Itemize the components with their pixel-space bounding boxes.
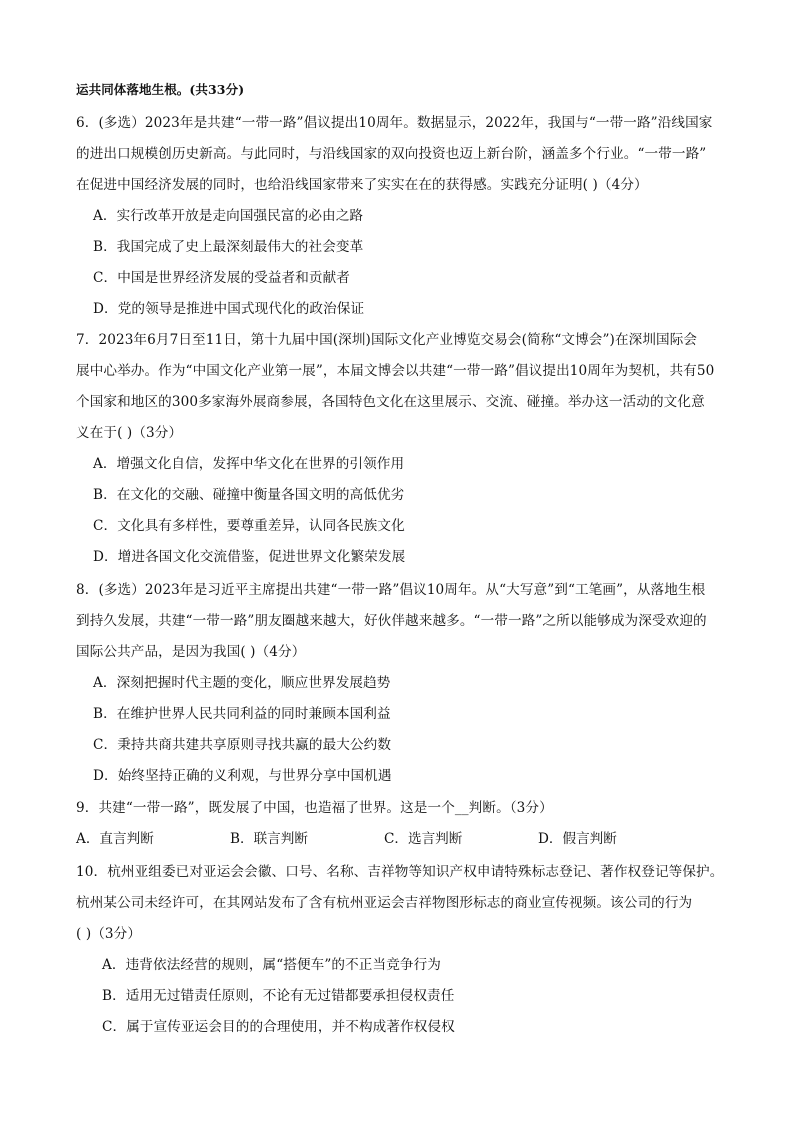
question-8-option-b: B．在维护世界人民共同利益的同时兼顾本国利益	[93, 706, 391, 722]
question-6-option-a: A．实行改革开放是走向国强民富的必由之路	[93, 208, 364, 224]
question-7-option-c: C．文化具有多样性，要尊重差异，认同各民族文化	[93, 518, 405, 534]
question-9-option-d: D．假言判断	[538, 831, 617, 847]
question-6-option-b: B．我国完成了史上最深刻最伟大的社会变革	[93, 239, 364, 255]
question-8-option-a: A．深刻把握时代主题的变化，顺应世界发展趋势	[93, 675, 391, 691]
question-6-stem-line-2: 的进出口规模创历史新高。与此同时，与沿线国家的双向投资也迈上新台阶，涵盖多个行业。“一带一路”	[76, 146, 707, 162]
question-10-option-a: A．违背依法经营的规则，属“搭便车”的不正当竞争行为	[102, 957, 441, 973]
question-9-option-a: A．直言判断	[76, 831, 154, 847]
question-9-option-c: C．选言判断	[384, 831, 463, 847]
question-7-option-d: D．增进各国文化交流借鉴，促进世界文化繁荣发展	[93, 549, 406, 565]
question-9-stem: 9．共建“一带一路”，既发展了中国，也造福了世界。这是一个__判断。（3分）	[76, 800, 553, 816]
question-7-stem-line-3: 个国家和地区的300多家海外展商参展，各国特色文化在这里展示、交流、碰撞。举办这一活动的文化意	[76, 394, 705, 410]
question-9-option-b: B．联言判断	[230, 831, 308, 847]
question-6-stem-line-3: 在促进中国经济发展的同时，也给沿线国家带来了实实在在的获得感。实践充分证明( )（4分）	[76, 177, 648, 193]
question-8-stem-line-2: 到持久发展，共建“一带一路”朋友圈越来越大，好伙伴越来越多。“一带一路”之所以能够成为深受欢迎的	[76, 613, 707, 629]
question-6-option-d: D．党的领导是推进中国式现代化的政治保证	[93, 301, 365, 317]
question-10-option-c: C．属于宣传亚运会目的的合理使用，并不构成著作权侵权	[102, 1019, 455, 1035]
question-8-option-d: D．始终坚持正确的义利观，与世界分享中国机遇	[93, 768, 392, 784]
question-9-options-row	[76, 829, 726, 849]
question-7-stem-line-1: 7．2023年6月7日至11日，第十九届中国(深圳)国际文化产业博览交易会(简称“文博会”)在深圳国际会	[76, 332, 698, 348]
question-7-stem-line-4: 义在于( )（3分）	[76, 425, 183, 441]
question-10-option-b: B．适用无过错责任原则，不论有无过错都要承担侵权责任	[102, 988, 455, 1004]
question-6-stem-line-1: 6．(多选）2023年是共建“一带一路”倡议提出10周年。数据显示，2022年，我国与“一带一路”沿线国家	[76, 115, 713, 131]
question-8-option-c: C．秉持共商共建共享原则寻找共赢的最大公约数	[93, 737, 392, 753]
question-8-stem-line-1: 8．(多选）2023年是习近平主席提出共建“一带一路”倡议10周年。从“大写意”到“工笔画”，从落地生根	[76, 582, 706, 598]
question-10-stem-line-1: 10．杭州亚组委已对亚运会会徽、口号、名称、吉祥物等知识产权申请特殊标志登记、著作权登记等保护。	[76, 864, 724, 880]
question-7-stem-line-2: 展中心举办。作为“中国文化产业第一展”，本届文博会以共建“一带一路”倡议提出10周年为契机，共有50	[76, 363, 715, 379]
question-8-stem-line-3: 国际公共产品，是因为我国( )（4分）	[76, 644, 306, 660]
question-6-option-c: C．中国是世界经济发展的受益者和贡献者	[93, 270, 350, 286]
intro-line: 运共同体落地生根。(共33分)	[76, 82, 245, 97]
question-10-stem-line-3: ( )（3分）	[76, 926, 142, 942]
question-10-stem-line-2: 杭州某公司未经许可，在其网站发布了含有杭州亚运会吉祥物图形标志的商业宣传视频。该公司的行为	[76, 895, 693, 911]
question-7-option-b: B．在文化的交融、碰撞中衡量各国文明的高低优劣	[93, 487, 405, 503]
question-7-option-a: A．增强文化自信，发挥中华文化在世界的引领作用	[93, 456, 405, 472]
